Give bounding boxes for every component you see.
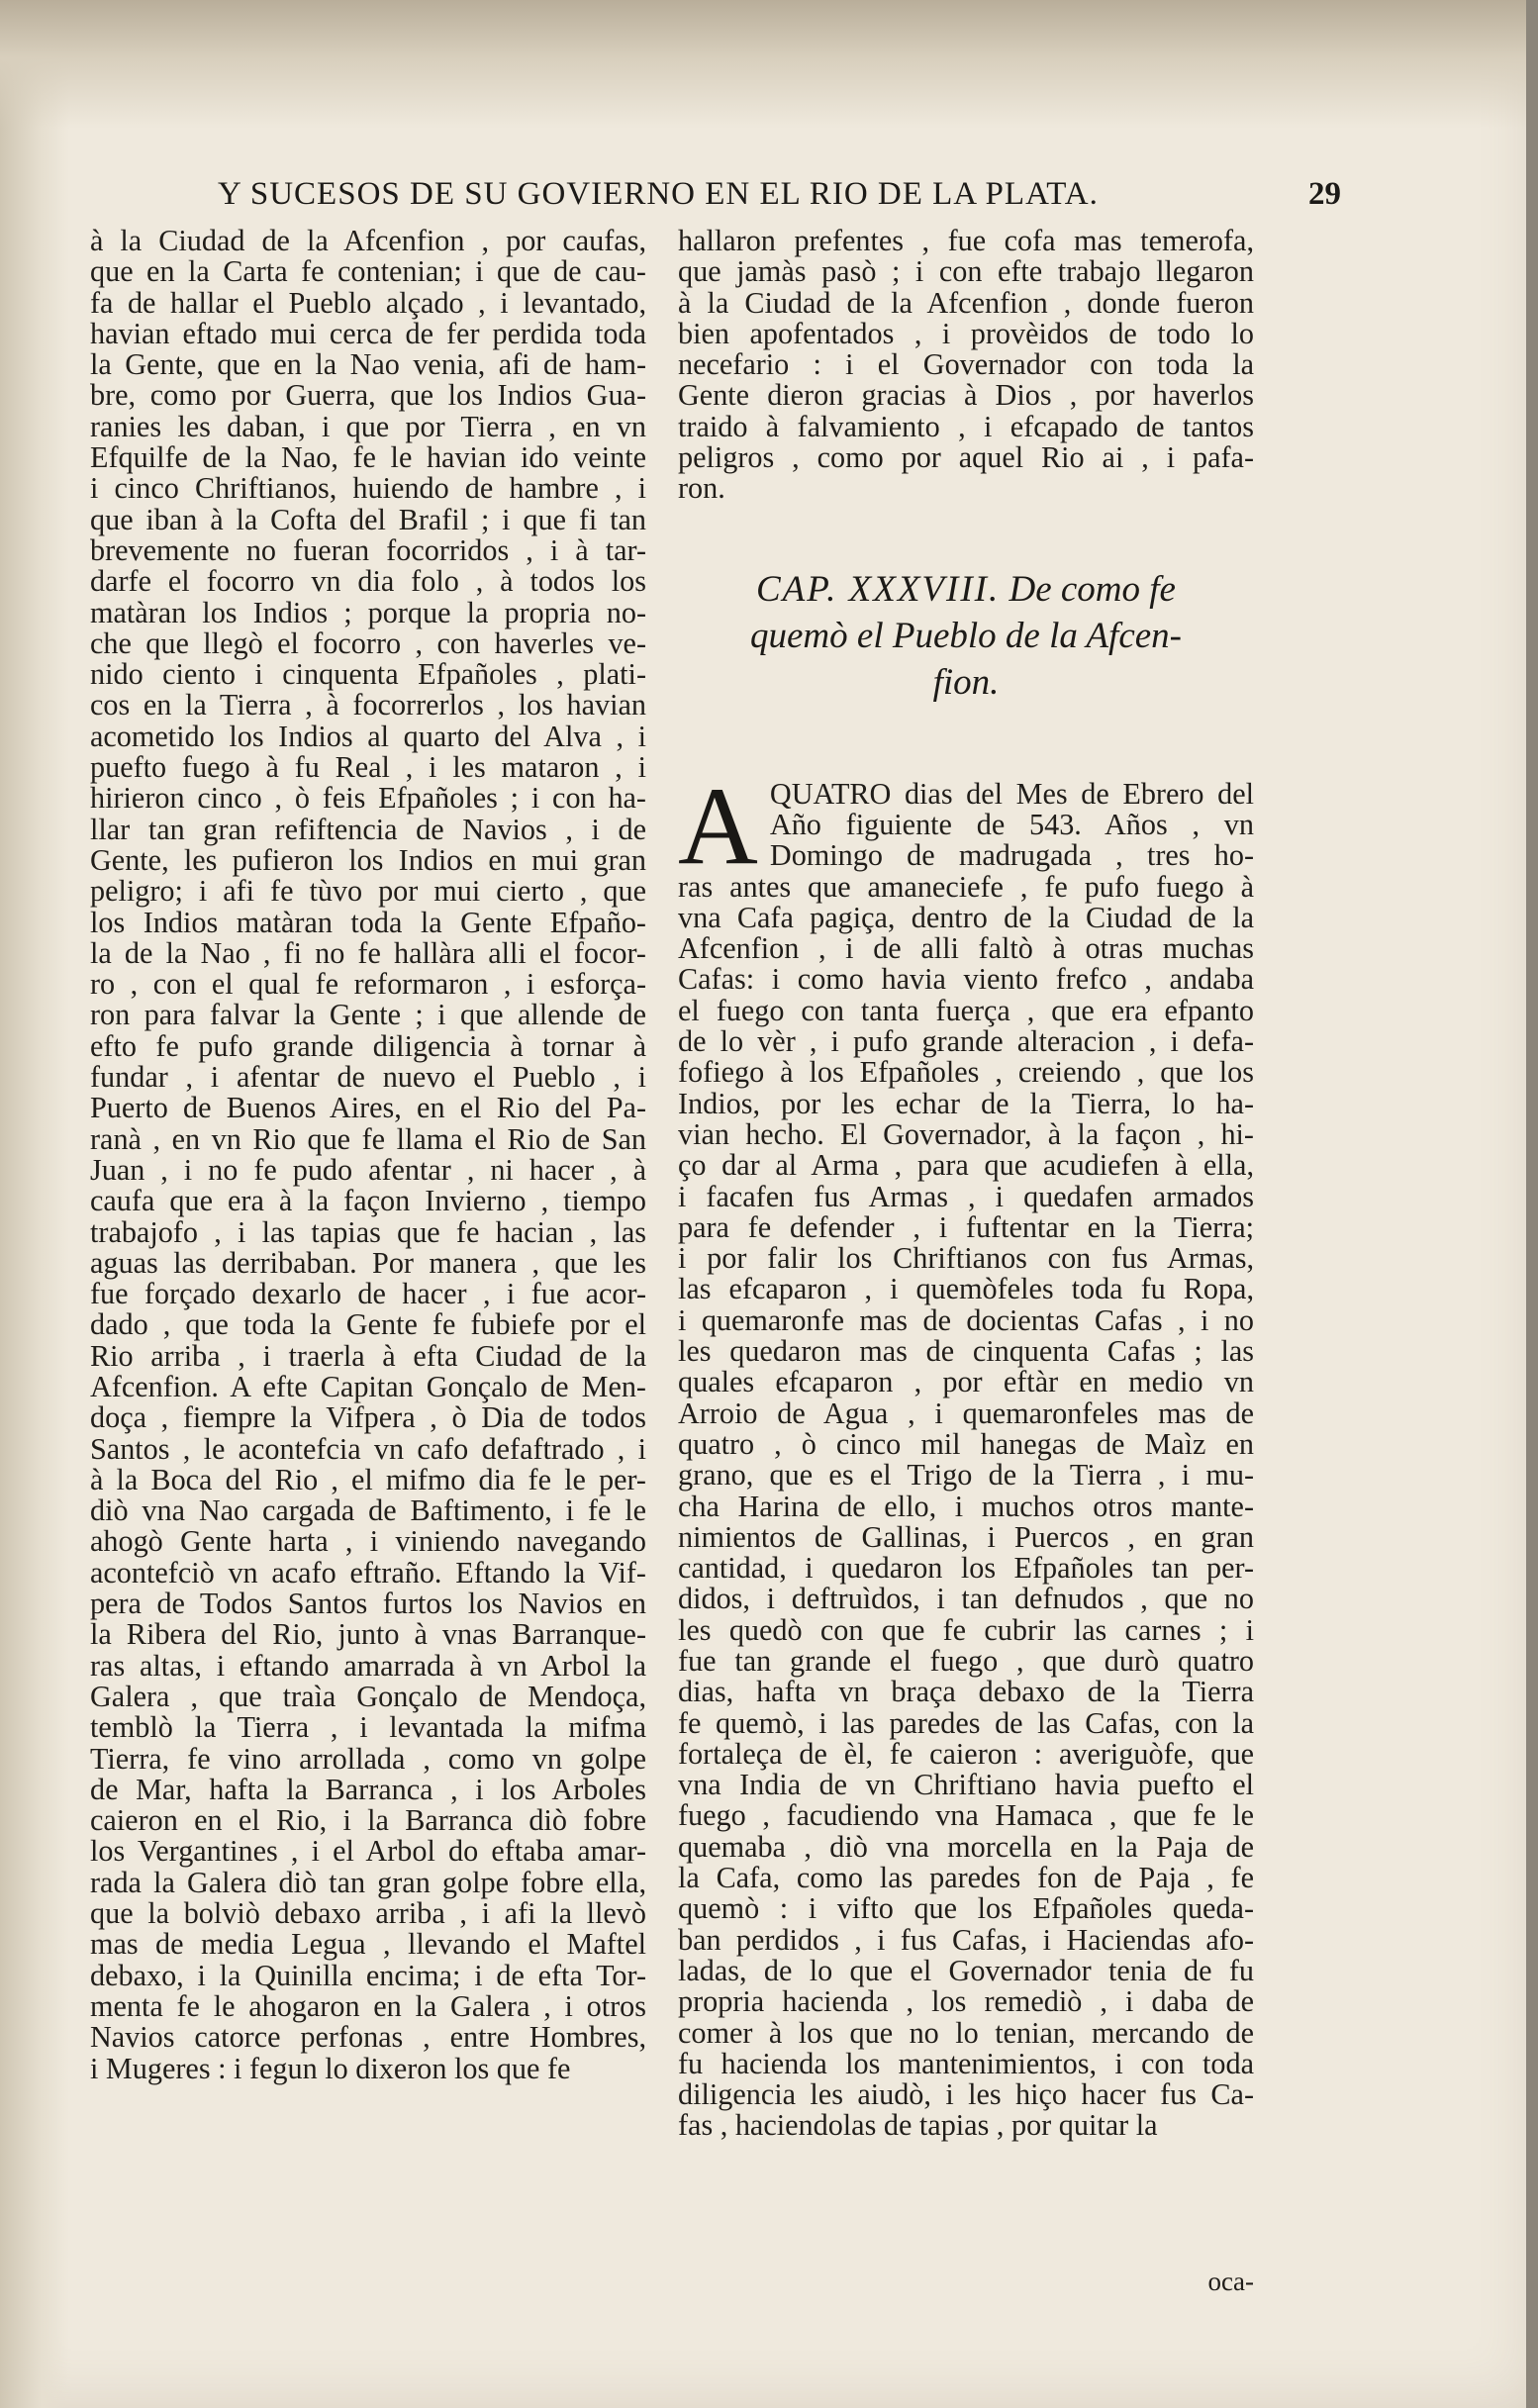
text-line: que la bolviò debaxo arriba , i afi la llevò (90, 1896, 646, 1931)
chapter-heading (678, 566, 1254, 706)
text-line: puefto fuego à fu Real , i les mataron , i (90, 750, 646, 785)
text-line: fe quemò, i las paredes de las Cafas, con la (678, 1705, 1254, 1740)
text-line: las efcaparon , i quemòfeles toda fu Ropa, (678, 1272, 1254, 1306)
text-line: grano, que es el Trigo de la Tierra , i mu- (678, 1458, 1254, 1493)
text-line: matàran los Indios ; porque la propria no- (90, 595, 646, 629)
drop-cap-letter: A (678, 764, 758, 888)
text-line: brevemente no fueran focorridos , i à tar- (90, 532, 646, 567)
text-line: propria hacienda , los remediò , i daba de (678, 1984, 1254, 2019)
text-line: la Cafa, como las paredes fon de Paja , fe (678, 1861, 1254, 1895)
text-line: ranà , en vn Rio que fe llama el Rio de San (90, 1121, 646, 1156)
text-line: fortaleça de èl, fe caieron : averiguòfe, que (678, 1736, 1254, 1771)
text-line: que en la Carta fe contenian; i que de cau- (90, 254, 646, 289)
text-line: ras altas, i eftando amarrada à vn Arbol la (90, 1648, 646, 1683)
text-line: Santos , le acontefcia vn cafo defaftrado , i (90, 1431, 646, 1466)
text-line: Rio arriba , i traerla à efta Ciudad de la (90, 1338, 646, 1373)
text-line: peligros , como por aquel Rio ai , i pafa- (678, 440, 1254, 475)
text-line: cos en la Tierra , à focorrerlos , los havian (90, 688, 646, 722)
text-line: la de la Nao , fi no fe hallàra alli el focor- (90, 935, 646, 970)
text-line: quemò : i vifto que los Efpañoles queda- (678, 1891, 1254, 1926)
text-line: para fe defender , i fuftentar en la Tierra; (678, 1209, 1254, 1244)
text-line: Arroio de Agua , i quemaronfeles mas de (678, 1396, 1254, 1430)
text-line: Navios catorce perfonas , entre Hombres, (90, 2020, 646, 2055)
text-line: i por falir los Chriftianos con fus Armas, (678, 1241, 1254, 1276)
text-line: diligencia les aiudò, i les hiço hacer fus Ca- (678, 2077, 1254, 2112)
text-line: vian hecho. El Governador, à la façon , hi- (678, 1116, 1254, 1151)
text-line: fu hacienda los mantenimientos, i con toda (678, 2046, 1254, 2080)
text-line: fa de hallar el Pueblo alçado , i levantado, (90, 285, 646, 320)
text-line: i quemaronfe mas de docientas Cafas , i no (678, 1302, 1254, 1337)
left-text-column (90, 226, 646, 2084)
chapter-title-part-1: De como fe (1009, 568, 1176, 610)
text-line: Afcenfion. A efte Capitan Gonçalo de Men- (90, 1369, 646, 1403)
text-line: rada la Galera diò tan gran golpe fobre ella, (90, 1865, 646, 1899)
chapter-title-part-3: fion. (932, 661, 1000, 703)
running-title: Y SUCESOS DE SU GOVIERNO EN EL RIO DE LA PLATA. (218, 176, 1099, 212)
text-line: à la Ciudad de la Afcenfion , donde fueron (678, 285, 1254, 320)
opening-line-rest: dias del Mes de Ebrero del (891, 776, 1254, 811)
text-line: i cinco Chriftianos, huiendo de hambre , i (90, 471, 646, 506)
text-line: à la Ciudad de la Afcenfion , por caufas, (90, 224, 646, 257)
opening-word: QUATRO (769, 776, 892, 811)
text-line: fuego , facudiendo vna Hamaca , que fe le (678, 1798, 1254, 1833)
right-column-top-text (678, 226, 1254, 505)
text-line: bien apofentados , i provèidos de todo lo (678, 316, 1254, 350)
text-line: efto fe pufo grande diligencia à tornar à (90, 1028, 646, 1063)
page-right-edge (1526, 0, 1538, 2408)
text-line: diò vna Nao cargada de Baftimento, i fe le (90, 1493, 646, 1528)
text-line: los Indios matàran toda la Gente Efpaño- (90, 905, 646, 939)
text-line: ron. (678, 471, 725, 506)
text-line: Afcenfion , i de alli faltò à otras muchas (678, 931, 1254, 966)
text-line: que jamàs pasò ; i con efte trabajo llegaron (678, 254, 1254, 289)
text-line: Juan , i no fe pudo afentar , ni hacer , à (90, 1152, 646, 1187)
text-line: i Mugeres : i fegun lo dixeron los que fe (90, 2051, 571, 2085)
text-line: ranies les daban, i que por Tierra , en vn (90, 409, 646, 443)
text-line: cantidad, i quedaron los Efpañoles tan per- (678, 1551, 1254, 1586)
chapter-body (678, 764, 1254, 2143)
text-line: temblò la Tierra , i levantada la mifma (90, 1710, 646, 1745)
text-line: Tierra, fe vino arrollada , como vn golpe (90, 1741, 646, 1776)
text-line: Cafas: i como havia viento frefco , andaba (678, 962, 1254, 997)
text-line: necefario : i el Governador con toda la (678, 347, 1254, 382)
right-text-column (678, 226, 1254, 2142)
text-line: ron para falvar la Gente ; i que allende de (90, 998, 646, 1032)
text-line: llar tan gran refiftencia de Navios , i de (90, 812, 646, 846)
text-line: peligro; i afi fe tùvo por mui cierto , que (90, 874, 646, 909)
text-line: Efquilfe de la Nao, fe le havian ido veinte (90, 440, 646, 475)
text-line: Indios, por les echar de la Tierra, lo ha- (678, 1086, 1254, 1120)
text-line: que iban à la Cofta del Brafil ; i que fi tan (90, 502, 646, 536)
text-line: fue forçado dexarlo de hacer , i fue acor- (90, 1277, 646, 1311)
page-top-discoloration (0, 0, 1538, 129)
text-line: vna India de vn Chriftiano havia puefto el (678, 1768, 1254, 1802)
text-line: ras antes que amaneciefe , fe pufo fuego à (678, 869, 1254, 904)
text-line: comer à los que no lo tenian, mercando de (678, 2015, 1254, 2050)
text-line: la Gente, que en la Nao venia, afi de ham- (90, 347, 646, 382)
chapter-title-part-2: quemò el Pueblo de la Afcen- (750, 615, 1182, 656)
catchword: oca- (1207, 2266, 1254, 2296)
text-line: darfe el focorro vn dia folo , à todos los (90, 564, 646, 599)
text-line: dias, hafta vn braça debaxo de la Tierra (678, 1675, 1254, 1709)
text-line: Puerto de Buenos Aires, en el Rio del Pa- (90, 1091, 646, 1125)
text-line: traido à falvamiento , i efcapado de tantos (678, 409, 1254, 443)
text-line: hirieron cinco , ò feis Efpañoles ; i con ha- (90, 781, 646, 816)
text-line: havian eftado mui cerca de fer perdida toda (90, 316, 646, 350)
text-line: bre, como por Guerra, que los Indios Gua- (90, 378, 646, 413)
text-line: pera de Todos Santos furtos los Navios en (90, 1587, 646, 1621)
text-line: caieron en el Rio, i la Barranca diò fobre (90, 1803, 646, 1838)
text-line: nimientos de Gallinas, i Puercos , en gran (678, 1519, 1254, 1554)
text-line: hallaron prefentes , fue cofa mas temerofa, (678, 224, 1254, 257)
page-number: 29 (1308, 176, 1341, 212)
text-line: fofiego à los Efpañoles , creiendo , que los (678, 1055, 1254, 1090)
text-line: trabajofo , i las tapias que fe hacian , las (90, 1214, 646, 1249)
text-line: Domingo de madrugada , tres ho- (769, 838, 1254, 873)
text-line: doça , fiempre la Vifpera , ò Dia de todos (90, 1400, 646, 1435)
text-line: Galera , que traìa Gonçalo de Mendoça, (90, 1679, 646, 1713)
text-line: Gente, les pufieron los Indios en mui gran (90, 842, 646, 877)
text-line: ro , con el qual fe reformaron , i esforça- (90, 967, 646, 1002)
text-line: ahogò Gente harta , i viniendo navegando (90, 1524, 646, 1559)
text-line: los Vergantines , i el Arbol do eftaba amar- (90, 1834, 646, 1869)
text-line: la Ribera del Rio, junto à vnas Barranque- (90, 1617, 646, 1652)
text-line: ladas, de lo que el Governador tenia de fu (678, 1953, 1254, 1987)
text-line: de lo vèr , i pufo grande alteracion , i defa- (678, 1024, 1254, 1059)
text-line: fas , haciendolas de tapias , por quitar la (678, 2108, 1158, 2143)
text-line: cha Harina de ello, i muchos otros mante- (678, 1489, 1254, 1523)
text-line: nido ciento i cinquenta Efpañoles , plati- (90, 657, 646, 692)
text-line: fue tan grande el fuego , que durò quatro (678, 1643, 1254, 1678)
text-line: Año figuiente de 543. Años , vn (769, 807, 1254, 841)
text-line: Gente dieron gracias à Dios , por haverlos (678, 378, 1254, 413)
text-line: ban perdidos , i fus Cafas, i Haciendas afo- (678, 1922, 1254, 1957)
text-line: acontefciò vn acafo eftraño. Eftando la Vif- (90, 1555, 646, 1589)
text-line: dado , que toda la Gente fe fubiefe por el (90, 1307, 646, 1342)
text-line: caufa que era à la façon Invierno , tiempo (90, 1184, 646, 1218)
text-line: ço dar al Arma , para que acudiefen à ella, (678, 1148, 1254, 1183)
text-line: quales efcaparon , por eftàr en medio vn (678, 1365, 1254, 1399)
text-line: menta fe le ahogaron en la Galera , i otros (90, 1988, 646, 2023)
page-gutter-shadow (0, 0, 69, 2408)
text-line: quatro , ò cinco mil hanegas de Maìz en (678, 1426, 1254, 1461)
text-line: aguas las derribaban. Por manera , que les (90, 1245, 646, 1280)
text-line: acometido los Indios al quarto del Alva , i (90, 719, 646, 753)
text-line: de Mar, hafta la Barranca , i los Arboles (90, 1772, 646, 1806)
text-line: à la Boca del Rio , el mifmo dia fe le per- (90, 1462, 646, 1496)
text-line: i facafen fus Armas , i quedafen armados (678, 1179, 1254, 1213)
text-line (678, 776, 1254, 811)
text-line: debaxo, i la Quinilla encima; i de efta Tor- (90, 1958, 646, 1992)
text-line: les quedaron mas de cinquenta Cafas ; las (678, 1334, 1254, 1369)
text-line: quemaba , diò vna morcella en la Paja de (678, 1829, 1254, 1864)
text-line: vna Cafa pagiça, dentro de la Ciudad de la (678, 900, 1254, 934)
text-line: mas de media Legua , llevando el Maftel (90, 1927, 646, 1962)
text-line: fundar , i afentar de nuevo el Pueblo , i (90, 1060, 646, 1095)
chapter-number: CAP. XXXVIII. (756, 568, 1001, 610)
text-line: didos, i deftruìdos, i tan defnudos , que no (678, 1582, 1254, 1616)
text-line: el fuego con tanta fuerça , que era efpanto (678, 993, 1254, 1027)
text-line: che que llegò el focorro , con haverles ve- (90, 626, 646, 660)
text-line: les quedò con que fe cubrir las carnes ; i (678, 1612, 1254, 1647)
chapter-heading-line-1 (678, 566, 1254, 613)
running-header (218, 176, 1341, 226)
